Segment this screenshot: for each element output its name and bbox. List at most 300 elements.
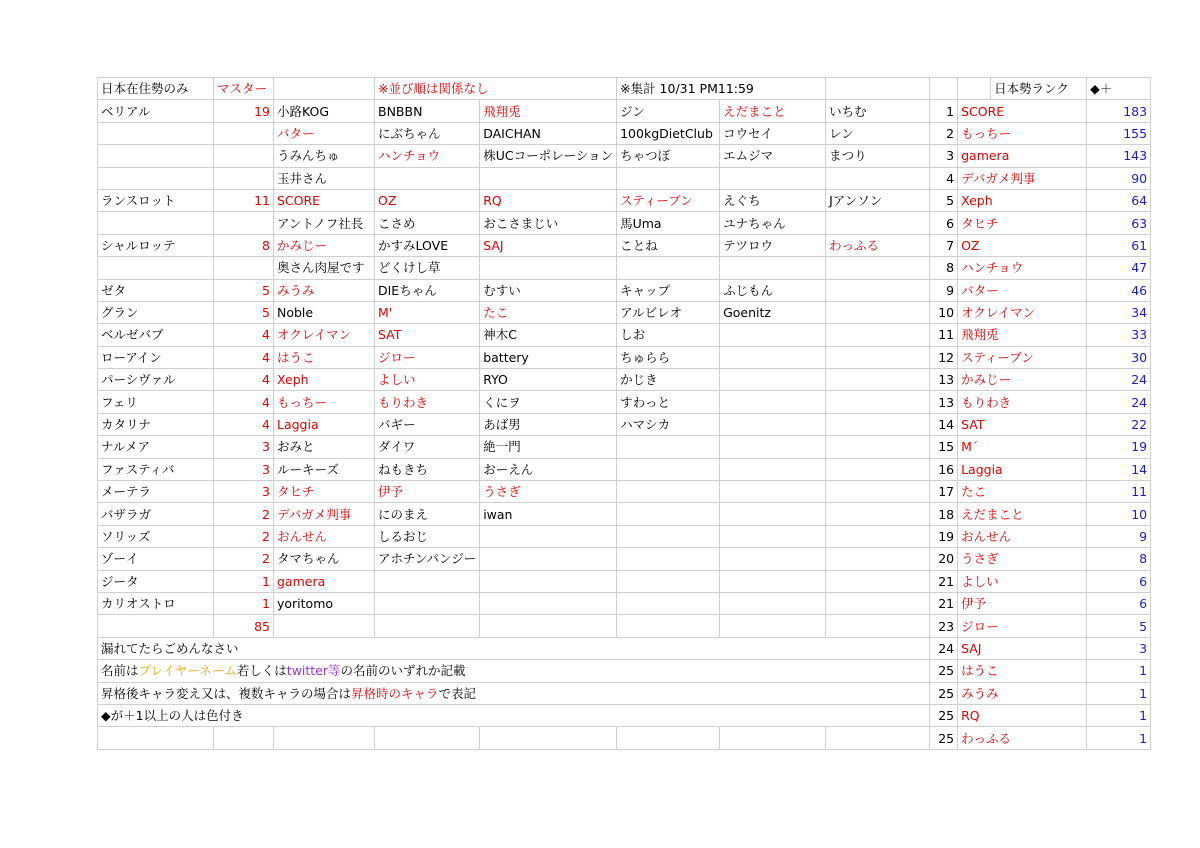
player-name xyxy=(480,592,617,614)
rank-value: 1 xyxy=(1087,704,1151,726)
player-name: すわっと xyxy=(617,391,720,413)
rank-player: おんせん xyxy=(958,525,1087,547)
player-name: 100kgDietClub xyxy=(617,122,720,144)
player-name: おみと xyxy=(274,436,375,458)
player-name xyxy=(480,525,617,547)
rank-value: 6 xyxy=(1087,592,1151,614)
empty-cell xyxy=(274,727,375,749)
rank-number: 25 xyxy=(930,704,958,726)
table-row xyxy=(98,369,1151,391)
rank-value: 1 xyxy=(1087,727,1151,749)
rank-number: 23 xyxy=(930,615,958,637)
empty-cell xyxy=(214,257,274,279)
rank-player: タヒチ xyxy=(958,212,1087,234)
rank-number: 6 xyxy=(930,212,958,234)
empty-cell xyxy=(375,727,480,749)
rank-value: 3 xyxy=(1087,637,1151,659)
player-name: かみじー xyxy=(274,234,375,256)
player-name: デバガメ判事 xyxy=(274,503,375,525)
player-name: バター xyxy=(274,122,375,144)
rank-player: SCORE xyxy=(958,100,1087,122)
player-name xyxy=(617,167,720,189)
player-name: どくけし草 xyxy=(375,257,480,279)
player-name xyxy=(826,592,930,614)
player-name xyxy=(617,257,720,279)
header-tally: ※集計 10/31 PM11:59 xyxy=(617,78,826,100)
player-name: みうみ xyxy=(274,279,375,301)
empty-cell xyxy=(720,615,826,637)
player-name xyxy=(826,324,930,346)
note-segment: の名前のいずれか記載 xyxy=(340,663,466,679)
empty-cell xyxy=(274,78,375,100)
player-name xyxy=(720,167,826,189)
rank-number: 12 xyxy=(930,346,958,368)
player-name: こさめ xyxy=(375,212,480,234)
player-name xyxy=(826,279,930,301)
table-row xyxy=(98,234,1151,256)
rank-number: 25 xyxy=(930,660,958,682)
rank-number: 20 xyxy=(930,548,958,570)
empty-cell xyxy=(98,145,214,167)
sheet-body xyxy=(98,78,1151,750)
character-name: フェリ xyxy=(98,391,214,413)
rank-number: 8 xyxy=(930,257,958,279)
player-name: たこ xyxy=(480,301,617,323)
rank-number: 21 xyxy=(930,592,958,614)
rank-value: 24 xyxy=(1087,369,1151,391)
rank-player: RQ xyxy=(958,704,1087,726)
table-row xyxy=(98,189,1151,211)
character-name: ファスティバ xyxy=(98,458,214,480)
player-name: よしい xyxy=(375,369,480,391)
rank-number: 7 xyxy=(930,234,958,256)
player-name: SAT xyxy=(375,324,480,346)
player-name xyxy=(826,570,930,592)
player-name: RYO xyxy=(480,369,617,391)
table-row xyxy=(98,145,1151,167)
player-name: にぶちゃん xyxy=(375,122,480,144)
rank-number: 13 xyxy=(930,391,958,413)
player-name: DAICHAN xyxy=(480,122,617,144)
rank-player: SAJ xyxy=(958,637,1087,659)
player-name: もっちー xyxy=(274,391,375,413)
player-name xyxy=(617,592,720,614)
note-segment: ◆が＋1以上の人は色付き xyxy=(101,708,244,724)
character-count: 11 xyxy=(214,189,274,211)
rank-player: ジロー xyxy=(958,615,1087,637)
rank-value: 183 xyxy=(1087,100,1151,122)
player-name: えぐち xyxy=(720,189,826,211)
character-count: 4 xyxy=(214,391,274,413)
empty-cell xyxy=(98,167,214,189)
table-row xyxy=(98,503,1151,525)
empty-cell xyxy=(958,78,991,100)
player-name: ユナちゃん xyxy=(720,212,826,234)
player-name: ちゅらら xyxy=(617,346,720,368)
player-name: むすい xyxy=(480,279,617,301)
rank-player: かみじー xyxy=(958,369,1087,391)
character-name: メーテラ xyxy=(98,481,214,503)
character-count: 4 xyxy=(214,324,274,346)
rank-value: 1 xyxy=(1087,682,1151,704)
rank-value: 6 xyxy=(1087,570,1151,592)
header-note: ※並び順は関係なし xyxy=(375,78,617,100)
player-name: しるおじ xyxy=(375,525,480,547)
character-count: 1 xyxy=(214,592,274,614)
player-name: ダイワ xyxy=(375,436,480,458)
player-name: battery xyxy=(480,346,617,368)
table-row xyxy=(98,279,1151,301)
rank-value: 24 xyxy=(1087,391,1151,413)
diamond-header: ◆＋ xyxy=(1087,78,1151,100)
note-text xyxy=(98,704,930,726)
rank-value: 9 xyxy=(1087,525,1151,547)
note-segment: 昇格後キャラ変え又は、複数キャラの場合は xyxy=(101,685,352,701)
player-name: Goenitz xyxy=(720,301,826,323)
player-name xyxy=(720,458,826,480)
player-name: Laggia xyxy=(274,413,375,435)
table-row xyxy=(98,727,1151,749)
player-name: はうこ xyxy=(274,346,375,368)
player-name: ふじもん xyxy=(720,279,826,301)
table-row xyxy=(98,391,1151,413)
rank-number: 10 xyxy=(930,301,958,323)
rank-number: 14 xyxy=(930,413,958,435)
player-name: おこさまじい xyxy=(480,212,617,234)
character-count: 4 xyxy=(214,346,274,368)
player-name: BNBBN xyxy=(375,100,480,122)
table-row xyxy=(98,548,1151,570)
rank-value: 11 xyxy=(1087,481,1151,503)
player-name xyxy=(720,592,826,614)
character-count: 5 xyxy=(214,301,274,323)
table-row xyxy=(98,413,1151,435)
character-count: 3 xyxy=(214,481,274,503)
character-name: ゼタ xyxy=(98,279,214,301)
character-name: ベリアル xyxy=(98,100,214,122)
player-name: ことね xyxy=(617,234,720,256)
player-name xyxy=(826,212,930,234)
empty-cell xyxy=(617,615,720,637)
empty-cell xyxy=(98,257,214,279)
empty-cell xyxy=(720,727,826,749)
player-name: iwan xyxy=(480,503,617,525)
player-name: おーえん xyxy=(480,458,617,480)
character-name: ゾーイ xyxy=(98,548,214,570)
empty-cell xyxy=(214,167,274,189)
rank-value: 8 xyxy=(1087,548,1151,570)
player-name xyxy=(617,548,720,570)
player-name: 飛翔兎 xyxy=(480,100,617,122)
empty-cell xyxy=(826,727,930,749)
empty-cell xyxy=(826,78,930,100)
empty-cell xyxy=(617,727,720,749)
player-name: レン xyxy=(826,122,930,144)
rank-player: Laggia xyxy=(958,458,1087,480)
rank-player: SAT xyxy=(958,413,1087,435)
rank-value: 63 xyxy=(1087,212,1151,234)
rank-player: 伊予 xyxy=(958,592,1087,614)
character-count: 1 xyxy=(214,570,274,592)
player-name: かじき xyxy=(617,369,720,391)
empty-cell xyxy=(480,615,617,637)
player-name: OZ xyxy=(375,189,480,211)
rank-player: うさぎ xyxy=(958,548,1087,570)
player-name: 小路KOG xyxy=(274,100,375,122)
player-name: もりわき xyxy=(375,391,480,413)
rank-value: 34 xyxy=(1087,301,1151,323)
table-row xyxy=(98,212,1151,234)
rank-player: もりわき xyxy=(958,391,1087,413)
character-name: ローアイン xyxy=(98,346,214,368)
empty-cell xyxy=(98,122,214,144)
player-name: ハマシカ xyxy=(617,413,720,435)
player-name xyxy=(826,436,930,458)
empty-cell xyxy=(98,615,214,637)
player-name: yoritomo xyxy=(274,592,375,614)
player-name xyxy=(617,458,720,480)
character-name: パーシヴァル xyxy=(98,369,214,391)
table-row xyxy=(98,682,1151,704)
player-name: おんせん xyxy=(274,525,375,547)
player-name: 絶一門 xyxy=(480,436,617,458)
player-name: DIEちゃん xyxy=(375,279,480,301)
player-name: バギー xyxy=(375,413,480,435)
note-text xyxy=(98,660,930,682)
table-row xyxy=(98,592,1151,614)
player-name: アホチンパンジー xyxy=(375,548,480,570)
character-count: 5 xyxy=(214,279,274,301)
character-name: ジータ xyxy=(98,570,214,592)
character-name: ランスロット xyxy=(98,189,214,211)
player-name: 伊予 xyxy=(375,481,480,503)
table-row xyxy=(98,570,1151,592)
player-name xyxy=(617,525,720,547)
character-count: 2 xyxy=(214,503,274,525)
player-name xyxy=(826,257,930,279)
rank-value: 1 xyxy=(1087,660,1151,682)
table-row xyxy=(98,100,1151,122)
player-name: 神木C xyxy=(480,324,617,346)
player-name xyxy=(617,570,720,592)
player-name xyxy=(720,570,826,592)
table-row xyxy=(98,481,1151,503)
character-count: 19 xyxy=(214,100,274,122)
player-name xyxy=(826,301,930,323)
header-title: 日本在住勢のみ xyxy=(98,78,214,100)
player-name: エムジマ xyxy=(720,145,826,167)
rank-player: みうみ xyxy=(958,682,1087,704)
rank-value: 14 xyxy=(1087,458,1151,480)
player-name: 玉井さん xyxy=(274,167,375,189)
rank-value: 47 xyxy=(1087,257,1151,279)
rank-player: オクレイマン xyxy=(958,301,1087,323)
player-name: 奥さん肉屋です xyxy=(274,257,375,279)
note-segment: 若しくは xyxy=(236,663,287,679)
note-segment: 昇格時のキャラ xyxy=(351,685,439,701)
player-name: ジロー xyxy=(375,346,480,368)
table-row xyxy=(98,704,1151,726)
character-name: シャルロッテ xyxy=(98,234,214,256)
player-name xyxy=(826,458,930,480)
player-name: ねもきち xyxy=(375,458,480,480)
empty-cell xyxy=(214,212,274,234)
player-name: SCORE xyxy=(274,189,375,211)
rank-number: 17 xyxy=(930,481,958,503)
rank-player: M´ xyxy=(958,436,1087,458)
rank-player: OZ xyxy=(958,234,1087,256)
player-name xyxy=(617,481,720,503)
player-name: ジン xyxy=(617,100,720,122)
note-text xyxy=(98,637,930,659)
character-name: ナルメア xyxy=(98,436,214,458)
rank-value: 33 xyxy=(1087,324,1151,346)
player-name xyxy=(826,391,930,413)
player-name: SAJ xyxy=(480,234,617,256)
player-name xyxy=(720,324,826,346)
note-segment: で表記 xyxy=(438,685,477,701)
player-name: Jアンソン xyxy=(826,189,930,211)
player-name xyxy=(720,503,826,525)
rank-value: 155 xyxy=(1087,122,1151,144)
player-name xyxy=(826,167,930,189)
rank-player: 飛翔兎 xyxy=(958,324,1087,346)
note-text xyxy=(98,682,930,704)
player-name xyxy=(826,369,930,391)
rank-value: 143 xyxy=(1087,145,1151,167)
note-segment: twitter等 xyxy=(286,663,341,679)
player-name xyxy=(375,570,480,592)
player-name: テツロウ xyxy=(720,234,826,256)
rank-number: 24 xyxy=(930,637,958,659)
empty-cell xyxy=(214,145,274,167)
player-name xyxy=(720,346,826,368)
table-row xyxy=(98,301,1151,323)
character-count: 2 xyxy=(214,548,274,570)
character-name: ソリッズ xyxy=(98,525,214,547)
player-name: タヒチ xyxy=(274,481,375,503)
character-count: 3 xyxy=(214,458,274,480)
player-name: えだまこと xyxy=(720,100,826,122)
note-segment: 漏れてたらごめんなさい xyxy=(101,640,239,656)
player-name xyxy=(720,436,826,458)
player-name xyxy=(480,570,617,592)
rank-number: 3 xyxy=(930,145,958,167)
character-count: 4 xyxy=(214,369,274,391)
player-name: わっふる xyxy=(826,234,930,256)
rank-title: 日本勢ランク xyxy=(991,78,1087,100)
rank-player: Xeph xyxy=(958,189,1087,211)
rank-player: ハンチョウ xyxy=(958,257,1087,279)
player-name: コウセイ xyxy=(720,122,826,144)
character-name: グラン xyxy=(98,301,214,323)
rank-player: たこ xyxy=(958,481,1087,503)
player-name xyxy=(826,413,930,435)
player-name xyxy=(617,436,720,458)
rank-value: 22 xyxy=(1087,413,1151,435)
rank-number: 11 xyxy=(930,324,958,346)
player-name xyxy=(720,525,826,547)
table-row xyxy=(98,458,1151,480)
rank-number: 15 xyxy=(930,436,958,458)
rank-number: 16 xyxy=(930,458,958,480)
character-name: カリオストロ xyxy=(98,592,214,614)
character-name: バザラガ xyxy=(98,503,214,525)
player-name xyxy=(720,481,826,503)
player-name: くにヲ xyxy=(480,391,617,413)
player-name: ちゃつぼ xyxy=(617,145,720,167)
table-row xyxy=(98,257,1151,279)
character-count: 3 xyxy=(214,436,274,458)
player-name: にのまえ xyxy=(375,503,480,525)
player-name: まつり xyxy=(826,145,930,167)
empty-cell xyxy=(98,212,214,234)
table-row xyxy=(98,167,1151,189)
rank-value: 90 xyxy=(1087,167,1151,189)
rank-number: 25 xyxy=(930,682,958,704)
player-name xyxy=(375,167,480,189)
player-name xyxy=(480,548,617,570)
rank-value: 5 xyxy=(1087,615,1151,637)
player-name: ハンチョウ xyxy=(375,145,480,167)
rank-player: わっふる xyxy=(958,727,1087,749)
empty-cell xyxy=(930,78,958,100)
player-name xyxy=(375,592,480,614)
player-name xyxy=(617,503,720,525)
player-name xyxy=(720,548,826,570)
empty-cell xyxy=(214,727,274,749)
rank-number: 19 xyxy=(930,525,958,547)
table-row xyxy=(98,615,1151,637)
player-name: Noble xyxy=(274,301,375,323)
rank-player: バター xyxy=(958,279,1087,301)
header-master: マスター xyxy=(214,78,274,100)
rank-value: 61 xyxy=(1087,234,1151,256)
empty-cell xyxy=(826,615,930,637)
player-name xyxy=(720,391,826,413)
table-row xyxy=(98,436,1151,458)
table-row xyxy=(98,346,1151,368)
rank-number: 13 xyxy=(930,369,958,391)
player-name: オクレイマン xyxy=(274,324,375,346)
character-count: 8 xyxy=(214,234,274,256)
player-name xyxy=(720,257,826,279)
empty-cell xyxy=(98,727,214,749)
empty-cell xyxy=(480,727,617,749)
rank-value: 30 xyxy=(1087,346,1151,368)
player-name: gamera xyxy=(274,570,375,592)
player-name xyxy=(720,413,826,435)
header-row xyxy=(98,78,1151,100)
table-row xyxy=(98,660,1151,682)
rank-player: スティーブン xyxy=(958,346,1087,368)
rank-number: 18 xyxy=(930,503,958,525)
rank-player: gamera xyxy=(958,145,1087,167)
table-row xyxy=(98,324,1151,346)
table-row xyxy=(98,122,1151,144)
rank-player: デバガメ判事 xyxy=(958,167,1087,189)
player-name: アントノフ社長 xyxy=(274,212,375,234)
player-name xyxy=(826,481,930,503)
rank-number: 9 xyxy=(930,279,958,301)
empty-cell xyxy=(214,122,274,144)
rank-number: 5 xyxy=(930,189,958,211)
rank-value: 46 xyxy=(1087,279,1151,301)
player-name: M' xyxy=(375,301,480,323)
player-name: Xeph xyxy=(274,369,375,391)
player-name xyxy=(826,503,930,525)
player-name: いちむ xyxy=(826,100,930,122)
